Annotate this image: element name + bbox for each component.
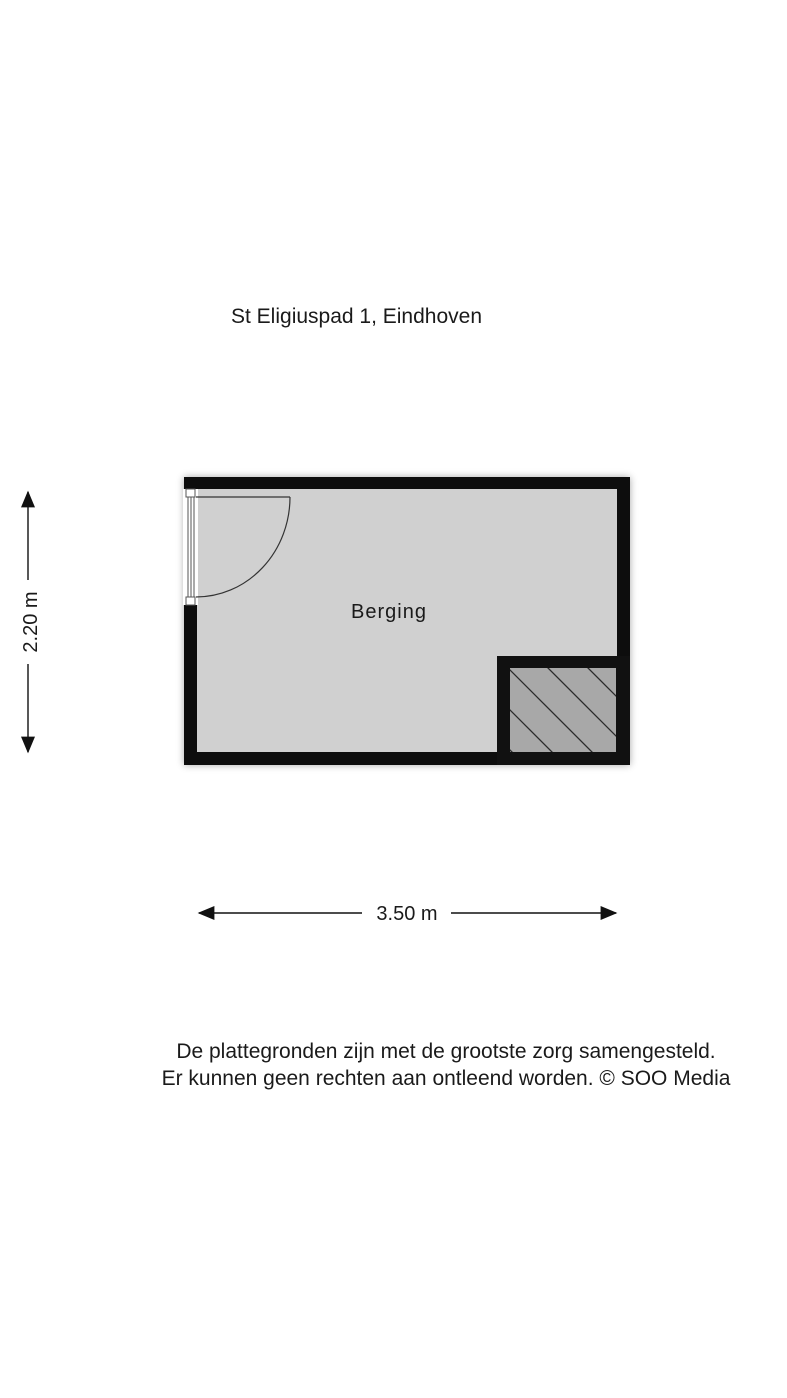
disclaimer-line-2: Er kunnen geen rechten aan ontleend worden. © SOO Media: [161, 1067, 731, 1090]
width-dimension-label: 3.50 m: [376, 903, 438, 925]
room-label-berging: Berging: [351, 601, 427, 623]
disclaimer-line-1: De plattegronden zijn met de grootste zorg samengesteld.: [176, 1040, 716, 1063]
height-dimension-label: 2.20 m: [20, 591, 42, 653]
address-title: St Eligiuspad 1, Eindhoven: [231, 305, 483, 328]
